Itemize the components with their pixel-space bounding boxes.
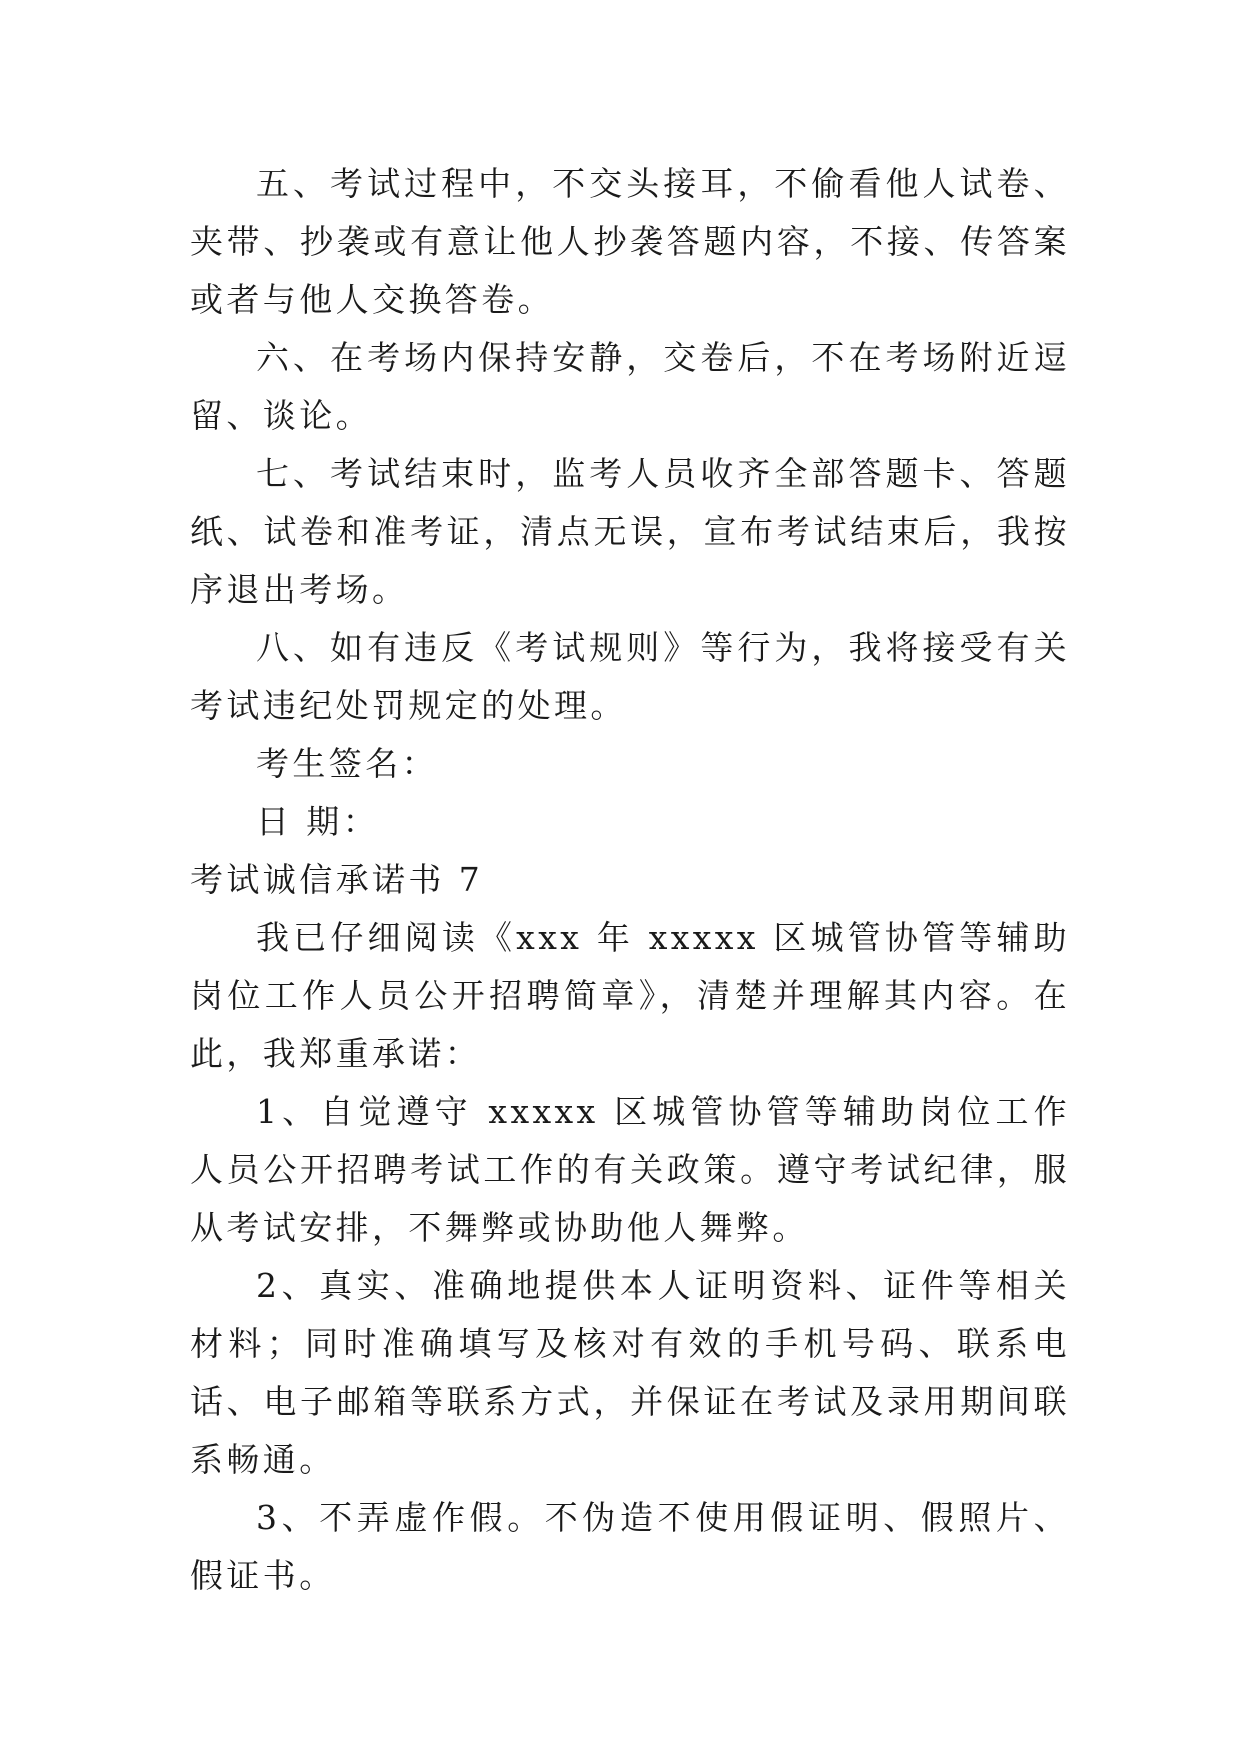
paragraph-rule-5: 五、考试过程中，不交头接耳，不偷看他人试卷、夹带、抄袭或有意让他人抄袭答题内容，不接、传答案或者与他人交换答卷。: [190, 164, 1070, 319]
signature-line: 考生签名：: [256, 744, 438, 783]
paragraph-intro: 我已仔细阅读《xxx 年 xxxxx 区城管协管等辅助岗位工作人员公开招聘简章》，清楚并理解其内容。在此，我郑重承诺：: [190, 918, 1070, 1073]
paragraph-item-1: 1、自觉遵守 xxxxx 区城管协管等辅助岗位工作人员公开招聘考试工作的有关政策。遵守考试纪律，服从考试安排，不舞弊或协助他人舞弊。: [190, 1092, 1070, 1247]
paragraph-item-3: 3、不弄虚作假。不伪造不使用假证明、假照片、假证书。: [190, 1498, 1070, 1595]
section-title: 考试诚信承诺书 7: [190, 860, 484, 899]
document-body: [190, 155, 1070, 1605]
paragraph-rule-6: 六、在考场内保持安静，交卷后，不在考场附近逗留、谈论。: [190, 338, 1070, 435]
paragraph-rule-7: 七、考试结束时，监考人员收齐全部答题卡、答题纸、试卷和准考证，清点无误，宣布考试结束后，我按序退出考场。: [190, 454, 1070, 609]
date-line: 日 期：: [256, 802, 380, 841]
paragraph-item-2: 2、真实、准确地提供本人证明资料、证件等相关材料；同时准确填写及核对有效的手机号码、联系电话、电子邮箱等联系方式，并保证在考试及录用期间联系畅通。: [190, 1266, 1070, 1479]
paragraph-rule-8: 八、如有违反《考试规则》等行为，我将接受有关考试违纪处罚规定的处理。: [190, 628, 1070, 725]
